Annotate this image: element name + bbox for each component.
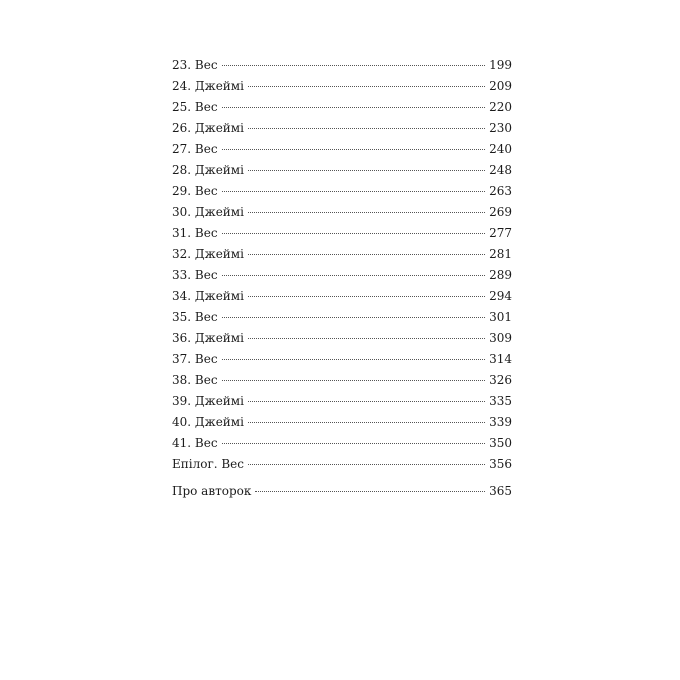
toc-entry-title: 33. Вес xyxy=(172,268,218,282)
toc-entry-title: 24. Джеймі xyxy=(172,79,244,93)
toc-dot-leader xyxy=(222,380,486,381)
toc-entry-page: 263 xyxy=(489,184,512,198)
toc-dot-leader xyxy=(222,107,486,108)
toc-dot-leader xyxy=(222,359,486,360)
toc-entry-about-authors xyxy=(172,481,512,502)
toc-entry-page: 269 xyxy=(489,205,512,219)
table-of-contents xyxy=(172,55,512,502)
toc-entry xyxy=(172,412,512,433)
toc-entry-page: 326 xyxy=(489,373,512,387)
toc-entry-title: 35. Вес xyxy=(172,310,218,324)
toc-dot-leader xyxy=(248,422,485,423)
toc-entry-title: 28. Джеймі xyxy=(172,163,244,177)
toc-entry xyxy=(172,349,512,370)
toc-entry-page: 309 xyxy=(489,331,512,345)
toc-entry-title: 25. Вес xyxy=(172,100,218,114)
toc-entry xyxy=(172,97,512,118)
toc-dot-leader xyxy=(222,317,486,318)
toc-entry-page: 248 xyxy=(489,163,512,177)
toc-entry-title: 30. Джеймі xyxy=(172,205,244,219)
toc-entry-page: 301 xyxy=(489,310,512,324)
toc-entry-title: 36. Джеймі xyxy=(172,331,244,345)
toc-entry xyxy=(172,202,512,223)
toc-dot-leader xyxy=(248,254,485,255)
toc-entry xyxy=(172,223,512,244)
toc-dot-leader xyxy=(248,464,485,465)
toc-entry-page: 339 xyxy=(489,415,512,429)
toc-dot-leader xyxy=(248,86,485,87)
toc-entry-page: 230 xyxy=(489,121,512,135)
toc-dot-leader xyxy=(222,149,486,150)
toc-entry-page: 294 xyxy=(489,289,512,303)
toc-entry-page: 289 xyxy=(489,268,512,282)
toc-entry xyxy=(172,328,512,349)
toc-entry-title: Епілог. Вес xyxy=(172,457,244,471)
toc-entry xyxy=(172,265,512,286)
toc-entry-page: 356 xyxy=(489,457,512,471)
toc-entry-page: 314 xyxy=(489,352,512,366)
toc-entry xyxy=(172,76,512,97)
toc-dot-leader xyxy=(248,170,485,171)
toc-dot-leader xyxy=(222,65,486,66)
toc-entry-title: 37. Вес xyxy=(172,352,218,366)
toc-entry-title: 27. Вес xyxy=(172,142,218,156)
toc-dot-leader xyxy=(248,212,485,213)
toc-entry-epilogue xyxy=(172,454,512,475)
toc-dot-leader xyxy=(248,401,485,402)
toc-dot-leader xyxy=(222,275,486,276)
toc-entry-title: Про авторок xyxy=(172,484,252,498)
toc-entry-page: 365 xyxy=(489,484,512,498)
toc-entry-title: 31. Вес xyxy=(172,226,218,240)
toc-entry-page: 281 xyxy=(489,247,512,261)
toc-entry-title: 34. Джеймі xyxy=(172,289,244,303)
toc-entry xyxy=(172,307,512,328)
toc-entry xyxy=(172,433,512,454)
toc-entry xyxy=(172,118,512,139)
toc-entry xyxy=(172,286,512,307)
toc-entry-title: 41. Вес xyxy=(172,436,218,450)
toc-entry xyxy=(172,391,512,412)
toc-entry-page: 209 xyxy=(489,79,512,93)
toc-entry-page: 277 xyxy=(489,226,512,240)
toc-entry-title: 39. Джеймі xyxy=(172,394,244,408)
toc-dot-leader xyxy=(248,128,485,129)
toc-entry-page: 350 xyxy=(489,436,512,450)
toc-entry-page: 335 xyxy=(489,394,512,408)
toc-dot-leader xyxy=(222,191,486,192)
toc-entry-page: 240 xyxy=(489,142,512,156)
toc-entry xyxy=(172,139,512,160)
toc-entry-title: 23. Вес xyxy=(172,58,218,72)
toc-entry-title: 29. Вес xyxy=(172,184,218,198)
toc-dot-leader xyxy=(222,443,486,444)
toc-entry-page: 199 xyxy=(489,58,512,72)
toc-entry-title: 26. Джеймі xyxy=(172,121,244,135)
toc-entry-title: 32. Джеймі xyxy=(172,247,244,261)
toc-dot-leader xyxy=(222,233,486,234)
toc-entry xyxy=(172,370,512,391)
toc-entry-title: 38. Вес xyxy=(172,373,218,387)
toc-entry xyxy=(172,181,512,202)
toc-entry xyxy=(172,160,512,181)
toc-entry-page: 220 xyxy=(489,100,512,114)
toc-dot-leader xyxy=(248,338,485,339)
toc-dot-leader xyxy=(255,491,485,492)
toc-entry xyxy=(172,55,512,76)
toc-dot-leader xyxy=(248,296,485,297)
toc-entry-title: 40. Джеймі xyxy=(172,415,244,429)
toc-entry xyxy=(172,244,512,265)
